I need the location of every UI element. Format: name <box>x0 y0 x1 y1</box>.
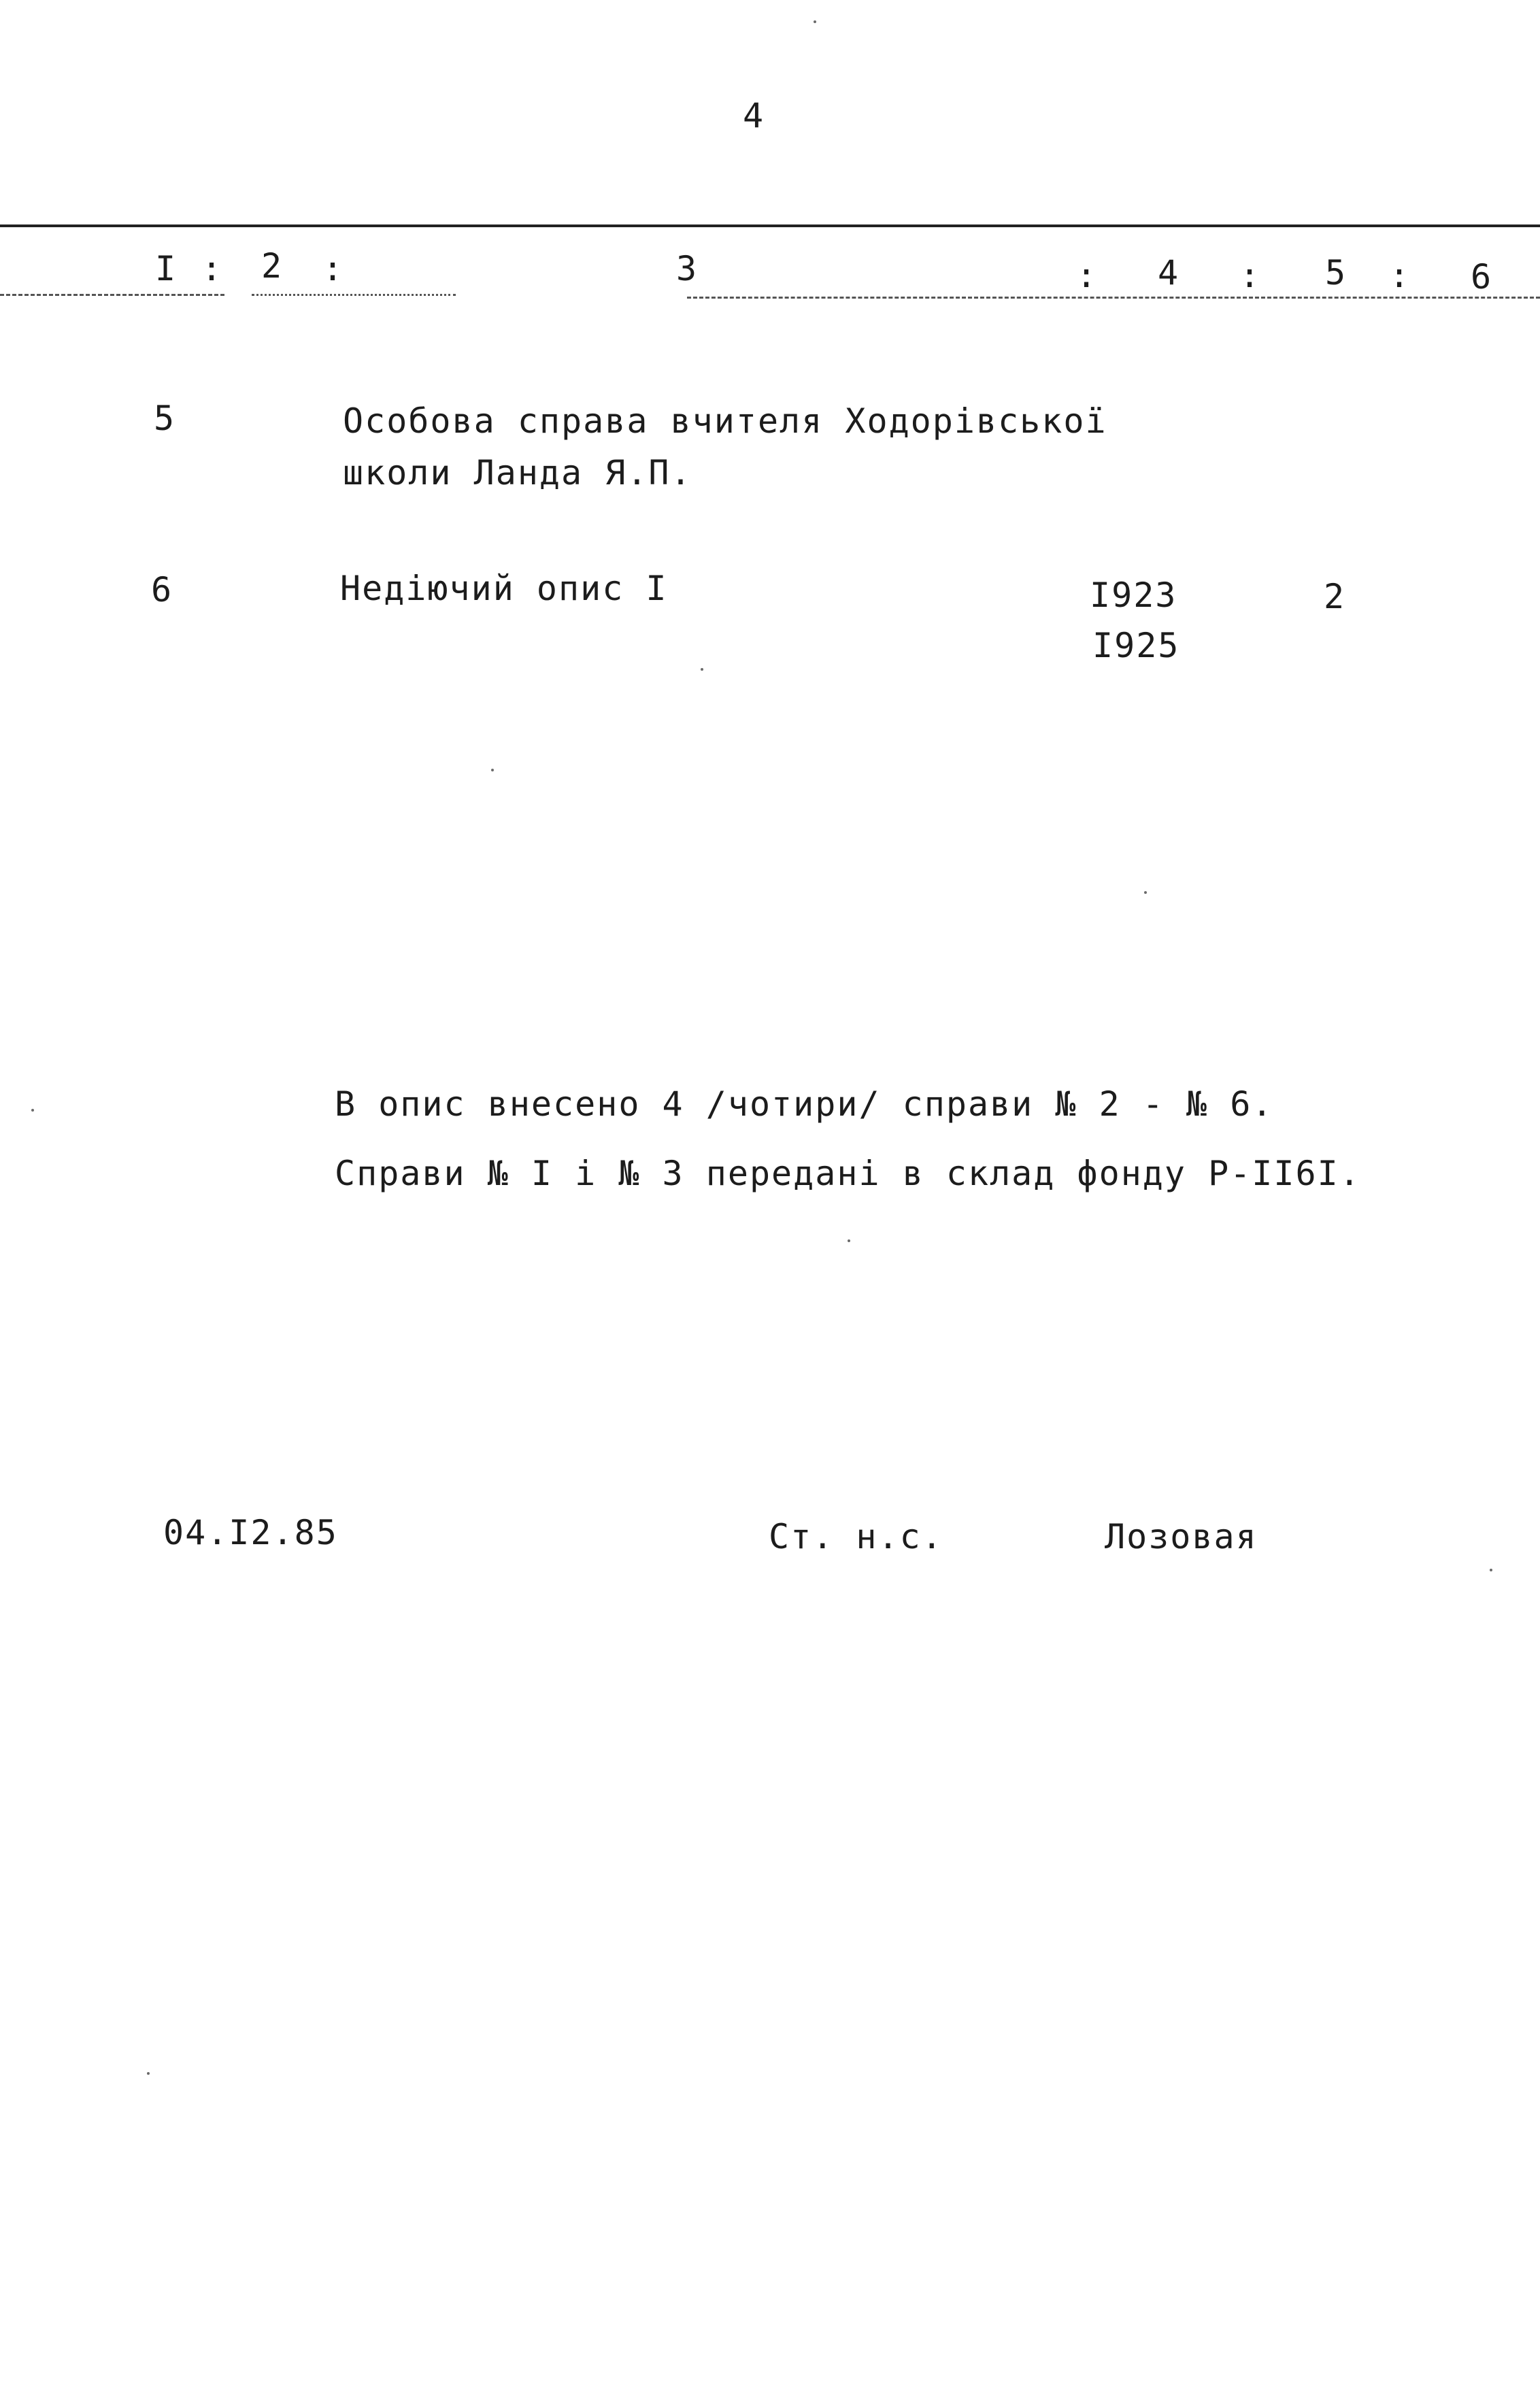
summary-line-2: Справи № I і № 3 передані в склад фонду Р-II6I. <box>335 1154 1361 1193</box>
case-title-line-1: Особова справа вчителя Ходорівської <box>343 401 1107 441</box>
column-header-3: 3 <box>676 249 699 288</box>
column-header-2: 2 <box>261 246 284 286</box>
scan-speck <box>31 1109 34 1112</box>
column-separator: : <box>1076 256 1099 295</box>
case-date-end: I925 <box>1092 626 1180 665</box>
case-title: Недіючий опис I <box>340 569 668 608</box>
scan-speck <box>491 769 494 771</box>
header-dashed-rule-mid <box>252 294 456 296</box>
case-number: 5 <box>154 399 176 438</box>
scan-speck <box>848 1239 850 1242</box>
summary-line-1: В опис внесено 4 /чотири/ справи № 2 - № 6. <box>335 1084 1274 1124</box>
header-dashed-rule-left <box>0 294 224 296</box>
case-title-line-2: школи Ланда Я.П. <box>343 453 692 493</box>
scan-speck <box>1490 1569 1492 1571</box>
signer-position: Ст. н.с. <box>769 1517 943 1556</box>
column-separator: : <box>1389 256 1411 295</box>
column-header-6: 6 <box>1471 257 1493 297</box>
compilation-date: 04.I2.85 <box>163 1513 338 1552</box>
header-rule <box>0 224 1540 227</box>
column-header-5: 5 <box>1325 253 1348 293</box>
column-header-1: I <box>155 249 178 288</box>
signer-name: Лозовая <box>1105 1517 1258 1556</box>
scan-speck <box>1144 891 1147 894</box>
scan-speck <box>701 668 703 671</box>
column-separator: : <box>322 249 345 288</box>
header-dashed-rule-right <box>687 297 1540 299</box>
column-header-4: 4 <box>1158 253 1180 293</box>
case-number: 6 <box>151 570 173 610</box>
column-separator: : <box>1239 256 1262 295</box>
case-date-start: I923 <box>1090 576 1177 615</box>
case-sheet-count: 2 <box>1324 577 1346 616</box>
page-number: 4 <box>743 96 765 135</box>
column-separator: : <box>201 249 224 288</box>
scan-speck <box>814 20 816 23</box>
scan-speck <box>147 2072 150 2075</box>
